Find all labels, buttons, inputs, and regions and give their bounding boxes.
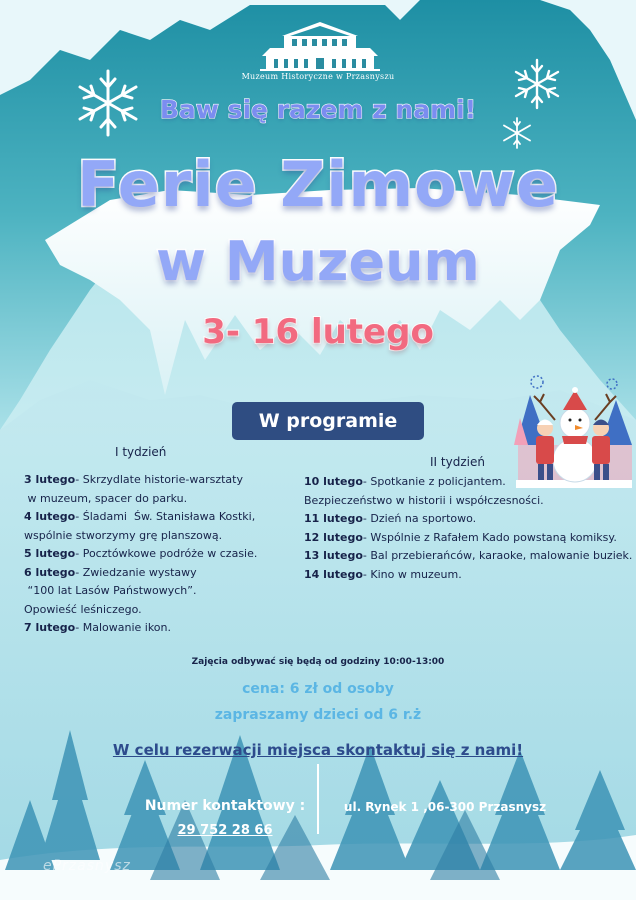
programme-item [304,566,632,585]
programme-item [24,527,257,546]
week1-heading: I tydzień [115,445,167,459]
programme-item [24,582,257,601]
week2-heading: II tydzień [430,455,485,469]
programme-item [304,492,632,511]
programme-item [304,510,632,529]
title-line-2: w Muzeum [156,230,480,293]
programme-text: - Spotkanie z policjantem. [362,475,506,488]
tagline: Baw się razem z nami! [159,95,477,124]
programme-text: Opowieść leśniczego. [24,602,142,616]
programme-item [24,601,257,620]
programme-date: 6 lutego [24,565,76,579]
programme-text: - Pocztówkowe podróże w czasie. [75,547,258,560]
programme-text: - Kino w muzeum. [362,567,462,581]
programme-text: wspólnie stworzymy grę planszową. [24,528,223,542]
price-info: cena: 6 zł od osoby [242,681,394,697]
programme-text: - Wspólnie z Rafałem Kado powstaną komiksy. [362,530,617,544]
programme-item [304,473,632,492]
event-dates: 3- 16 lutego [202,312,434,352]
programme-text: - Śladami Św. Stanisława Kostki, [75,510,256,523]
programme-item [24,490,257,509]
opening-hours: Zajęcia odbywać się będą od godziny 10:00-13:00 [191,657,445,667]
divider [317,764,319,834]
programme-date: 11 lutego [304,512,363,525]
programme-item [24,508,257,527]
programme-item [304,529,632,548]
programme-item [24,471,257,490]
programme-date: 5 lutego [24,547,76,560]
programme-text: Bezpieczeństwo w historii i współczesności. [304,493,544,507]
contact-phone-link[interactable]: 29 752 28 66 [177,823,273,838]
watermark: ePrzasnysz [43,858,131,874]
week1-list [24,471,257,638]
programme-item [24,619,257,638]
programme-item [304,547,632,566]
programme-item [24,545,257,564]
programme-text: - Dzień na sportowo. [362,512,477,525]
contact-label: Numer kontaktowy : [144,798,306,814]
programme-text: - Bal przebierańców, karaoke, malowanie buziek. [362,549,633,562]
age-info: zapraszamy dzieci od 6 r.ż [214,707,422,723]
title-line-1: Ferie Zimowe [76,148,560,221]
programme-date: 14 lutego [304,567,363,581]
museum-name: Muzeum Historyczne w Przasnyszu [241,72,395,81]
programme-text: “100 lat Lasów Państwowych”. [24,584,197,597]
programme-item [24,564,257,583]
programme-text: - Malowanie ikon. [75,621,171,634]
programme-date: 13 lutego [304,549,363,562]
programme-text: - Skrzydlate historie-warsztaty [75,473,243,486]
programme-text: - Zwiedzanie wystawy [75,565,197,579]
programme-text: w muzeum, spacer do parku. [24,491,188,505]
address: ul. Rynek 1 ,06-300 Przasnysz [343,800,547,814]
programme-date: 4 lutego [24,510,76,523]
programme-date: 10 lutego [304,475,363,488]
programme-date: 7 lutego [24,621,76,634]
programme-badge: W programie [232,402,424,440]
programme-date: 12 lutego [304,530,363,544]
programme-date: 3 lutego [24,473,76,486]
week2-list [304,473,632,584]
reservation-cta: W celu rezerwacji miejsca skontaktuj się z nami! [112,741,524,759]
